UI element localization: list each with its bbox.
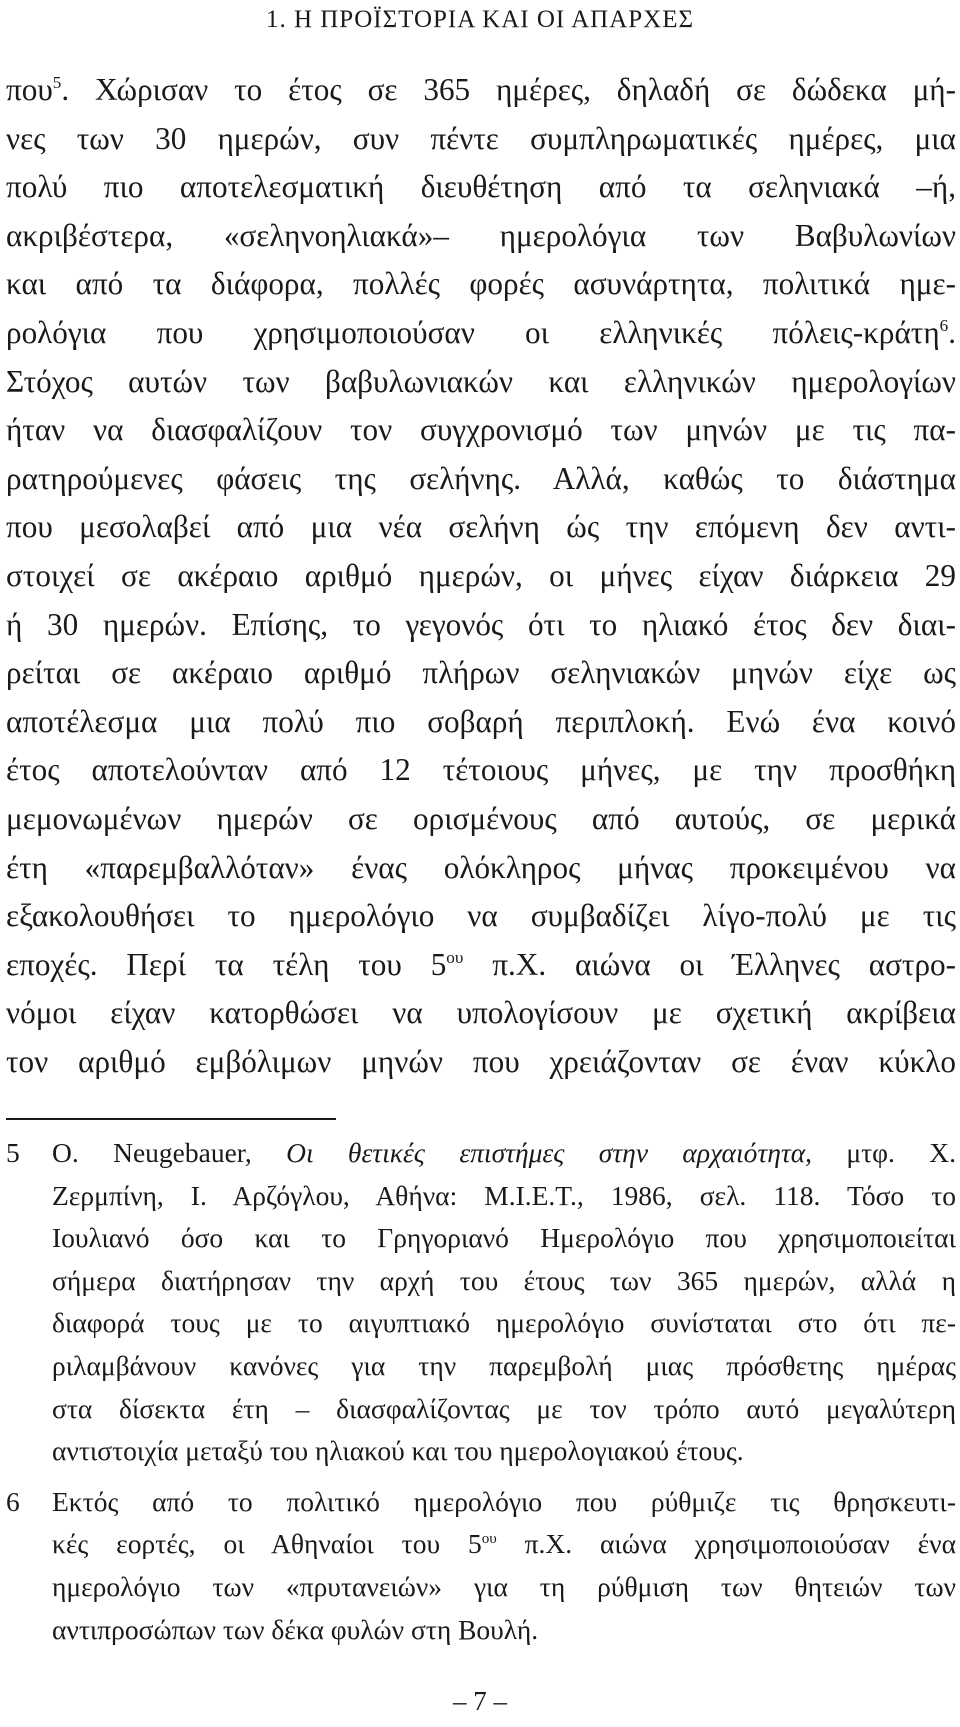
body-line: ρείται σε ακέραιο αριθμό πλήρων σεληνιακών μηνών είχε ως (6, 655, 956, 691)
footnote-line: Ζερμπίνη, Ι. Αρζόγλου, Αθήνα: Μ.Ι.Ε.Τ., 1986, σελ. 118. Τόσο το (52, 1179, 956, 1211)
footnote-separator-rule (6, 1118, 336, 1120)
footnote-line: αντιπροσώπων των δέκα φυλών στη Βουλή. (52, 1613, 539, 1645)
body-line: αποτέλεσμα μια πολύ πιο σοβαρή περιπλοκή. Ενώ ένα κοινό (6, 703, 956, 739)
footnote-line: ημερολόγιο των «πρυτανειών» για τη ρύθμιση των θητειών των (52, 1570, 956, 1602)
body-line: στοιχεί σε ακέραιο αριθμό ημερών, οι μήνες είχαν διάρκεια 29 (6, 557, 956, 593)
footnotes (6, 1132, 956, 1651)
body-line: ή 30 ημερών. Επίσης, το γεγονός ότι το ηλιακό έτος δεν διαι- (6, 606, 956, 642)
footnote-line: κές εορτές, οι Αθηναίοι του $5^{o\upsilon}$ π.Χ. αιώνα χρησιμοποιούσαν ένα (52, 1528, 957, 1560)
body-line: εποχές. Περί τα τέλη του $5^{o\upsilon}$ π.Χ. αιώνα οι Έλληνες αστρο- (6, 946, 956, 982)
footnote-line: στα δίσεκτα έτη – διασφαλίζοντας με τον τρόπο αυτό μεγαλύτερη (52, 1392, 956, 1424)
body-line: έτη «παρεμβαλλόταν» ένας ολόκληρος μήνας προκειμένου να (6, 849, 956, 885)
body-line: εξακολουθήσει το ημερολόγιο να συμβαδίζει λίγο-πολύ με τις (6, 898, 956, 934)
page-number: – 7 – (453, 1686, 507, 1716)
cited-book-title: Οι θετικές επιστήμες στην αρχαιότητα (286, 1137, 806, 1168)
footnote-line: Ιουλιανό όσο και το Γρηγοριανό Ημερολόγιο που χρησιμοποιείται (52, 1222, 956, 1254)
superscript: 5 (52, 73, 62, 92)
body-line: νες των 30 ημερών, συν πέντε συμπληρωματικές ημέρες, μια (6, 120, 956, 156)
body-line: ρολόγια που χρησιμοποιούσαν οι ελληνικές πόλεις-κράτη$^6$. (6, 314, 956, 350)
body-line: ρατηρούμενες φάσεις της σελήνης. Αλλά, καθώς το διάστημα (6, 460, 956, 496)
body-line: που μεσολαβεί από μια νέα σελήνη ώς την επόμενη δεν αντι- (6, 509, 956, 545)
body-line: έτος αποτελούνταν από 12 τέτοιους μήνες, με την προσθήκη (6, 752, 956, 788)
superscript: 6 (939, 315, 949, 335)
superscript: ου (481, 1530, 497, 1547)
body-line: Στόχος αυτών των βαβυλωνιακών και ελληνικών ημερολογίων (6, 363, 956, 399)
footnote-line: Εκτός από το πολιτικό ημερολόγιο που ρύθμιζε τις θρησκευτι- (52, 1485, 956, 1517)
footnote-6 (6, 1481, 956, 1651)
footnote-number: 5 (6, 1137, 20, 1168)
footnote-line: ριλαμβάνουν κανόνες για την παρεμβολή μιας πρόσθετης ημέρας (52, 1349, 956, 1381)
body-line: μεμονωμένων ημερών σε ορισμένους από αυτούς, σε μερικά (6, 800, 956, 836)
body-line: νόμοι είχαν κατορθώσει να υπολογίσουν με σχετική ακρίβεια (6, 995, 956, 1031)
footnote-line: αντιστοιχία μεταξύ του ηλιακού και του ημερολογιακού έτους. (52, 1435, 744, 1467)
body-line: ακριβέστερα, «σεληνοηλιακά»– ημερολόγια των Βαβυλωνίων (6, 217, 956, 253)
footnote-line: διαφορά τους με το αιγυπτιακό ημερολόγιο συνίσταται στο ότι πε- (52, 1307, 956, 1339)
footnote-number: 6 (6, 1485, 20, 1517)
body-text (6, 66, 956, 1086)
body-line: πολύ πιο αποτελεσματική διευθέτηση από τα σεληνιακά –ή, (6, 169, 956, 205)
footnote-line: O. Neugebauer, Οι θετικές επιστήμες στην αρχαιότητα, μτφ. Χ. (52, 1137, 956, 1168)
body-line: ήταν να διασφαλίζουν τον συγχρονισμό των μηνών με τις πα- (6, 412, 956, 448)
body-line: και από τα διάφορα, πολλές φορές ασυνάρτητα, πολιτικά ημε- (6, 266, 956, 302)
body-line: τον αριθμό εμβόλιμων μηνών που χρειάζονταν σε έναν κύκλο (6, 1043, 956, 1079)
footnote-5 (6, 1132, 956, 1473)
running-header: 1. Η ΠΡΟΪΣΤΟΡΙΑ ΚΑΙ ΟΙ ΑΠΑΡΧΕΣ (265, 6, 695, 33)
body-line: που$^5$. Χώρισαν το έτος σε 365 ημέρες, δηλαδή σε δώδεκα μή- (6, 72, 956, 107)
superscript: ου (446, 947, 464, 967)
footnote-line: σήμερα διατήρησαν την αρχή του έτους των 365 ημερών, αλλά η (52, 1264, 956, 1296)
